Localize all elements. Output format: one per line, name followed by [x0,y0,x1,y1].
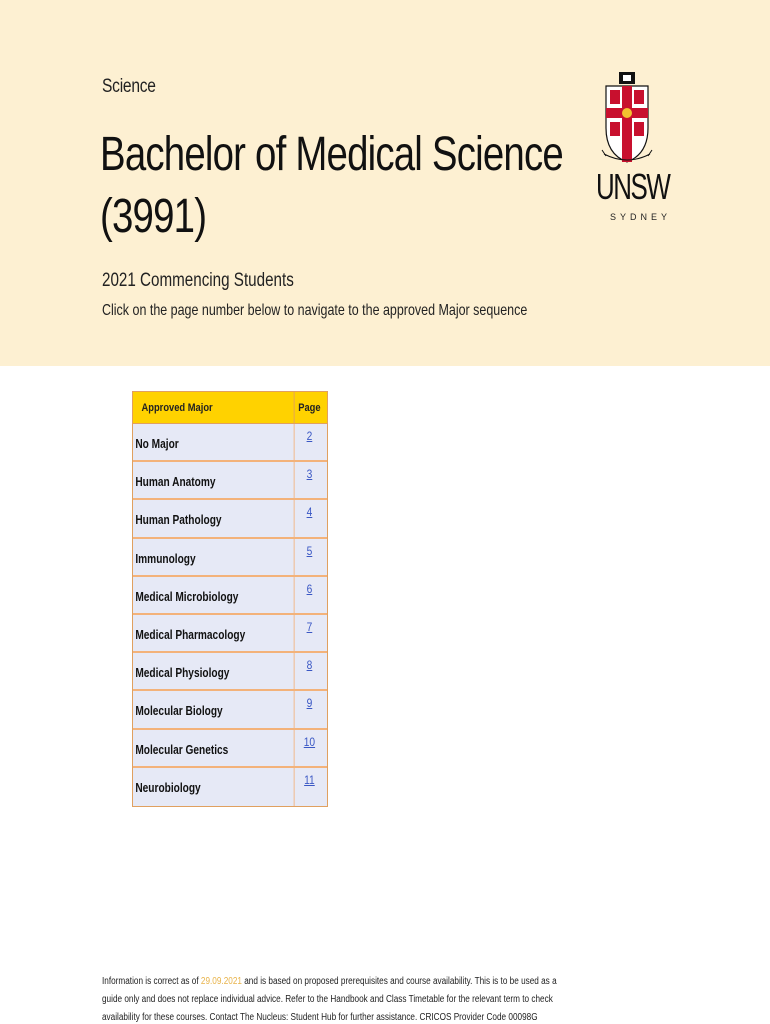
page-title [100,124,563,248]
page-link[interactable]: 4 [294,500,325,536]
footer-text-start: Information is correct as of [102,976,201,987]
major-name: Medical Physiology [135,665,230,681]
table-row [133,768,327,806]
major-name: Medical Microbiology [135,588,239,604]
title-line-1: Bachelor of Medical Science [100,128,563,181]
page-link[interactable]: 5 [294,539,325,575]
major-name: Medical Pharmacology [135,626,246,642]
page-link[interactable]: 7 [294,615,325,651]
table-row [133,500,327,538]
majors-table [132,391,328,807]
table-row [133,539,327,577]
unsw-sydney-label: SYDNEY [610,212,672,222]
major-name: Molecular Biology [135,703,223,719]
footer-text-end: and is based on proposed prerequisites and course availability. This is to be used as a guide only and does not replace individual advice. Refer to the Handbook and Class Timetable for the relevant term to check availability for these courses. Contact The Nucleus: Student Hub for further assistance. CRICOS Provider Code 00098G [102,976,557,1023]
table-body [133,424,327,806]
page-link[interactable]: 6 [294,577,325,613]
major-name: No Major [135,436,179,451]
page-link[interactable]: 3 [294,462,325,498]
major-name: Immunology [135,550,196,566]
table-row [133,615,327,653]
column-header-major: Approved Major [141,402,213,414]
table-header-row [133,392,327,424]
footer-disclaimer [102,973,578,1024]
footer-date: 29.09.2021 [200,976,242,987]
page-link[interactable]: 2 [294,424,325,460]
table-row [133,424,327,462]
major-name: Human Anatomy [135,474,216,490]
page-link[interactable]: 11 [294,768,325,806]
page-link[interactable]: 8 [294,653,325,689]
table-row [133,730,327,768]
page-link[interactable]: 9 [294,691,325,727]
table-row [133,462,327,500]
major-name: Molecular Genetics [135,741,229,757]
cohort-subtitle: 2021 Commencing Students [102,270,294,291]
instruction-text: Click on the page number below to navigate to the approved Major sequence [102,302,528,319]
table-row [133,691,327,729]
faculty-label: Science [102,76,156,97]
column-header-page: Page [294,392,325,423]
major-name: Neurobiology [135,779,201,795]
page-link[interactable]: 10 [294,730,325,766]
unsw-wordmark: UNSW [596,166,670,207]
title-line-2: (3991) [100,190,207,243]
major-name: Human Pathology [135,512,222,528]
table-row [133,577,327,615]
table-row [133,653,327,691]
